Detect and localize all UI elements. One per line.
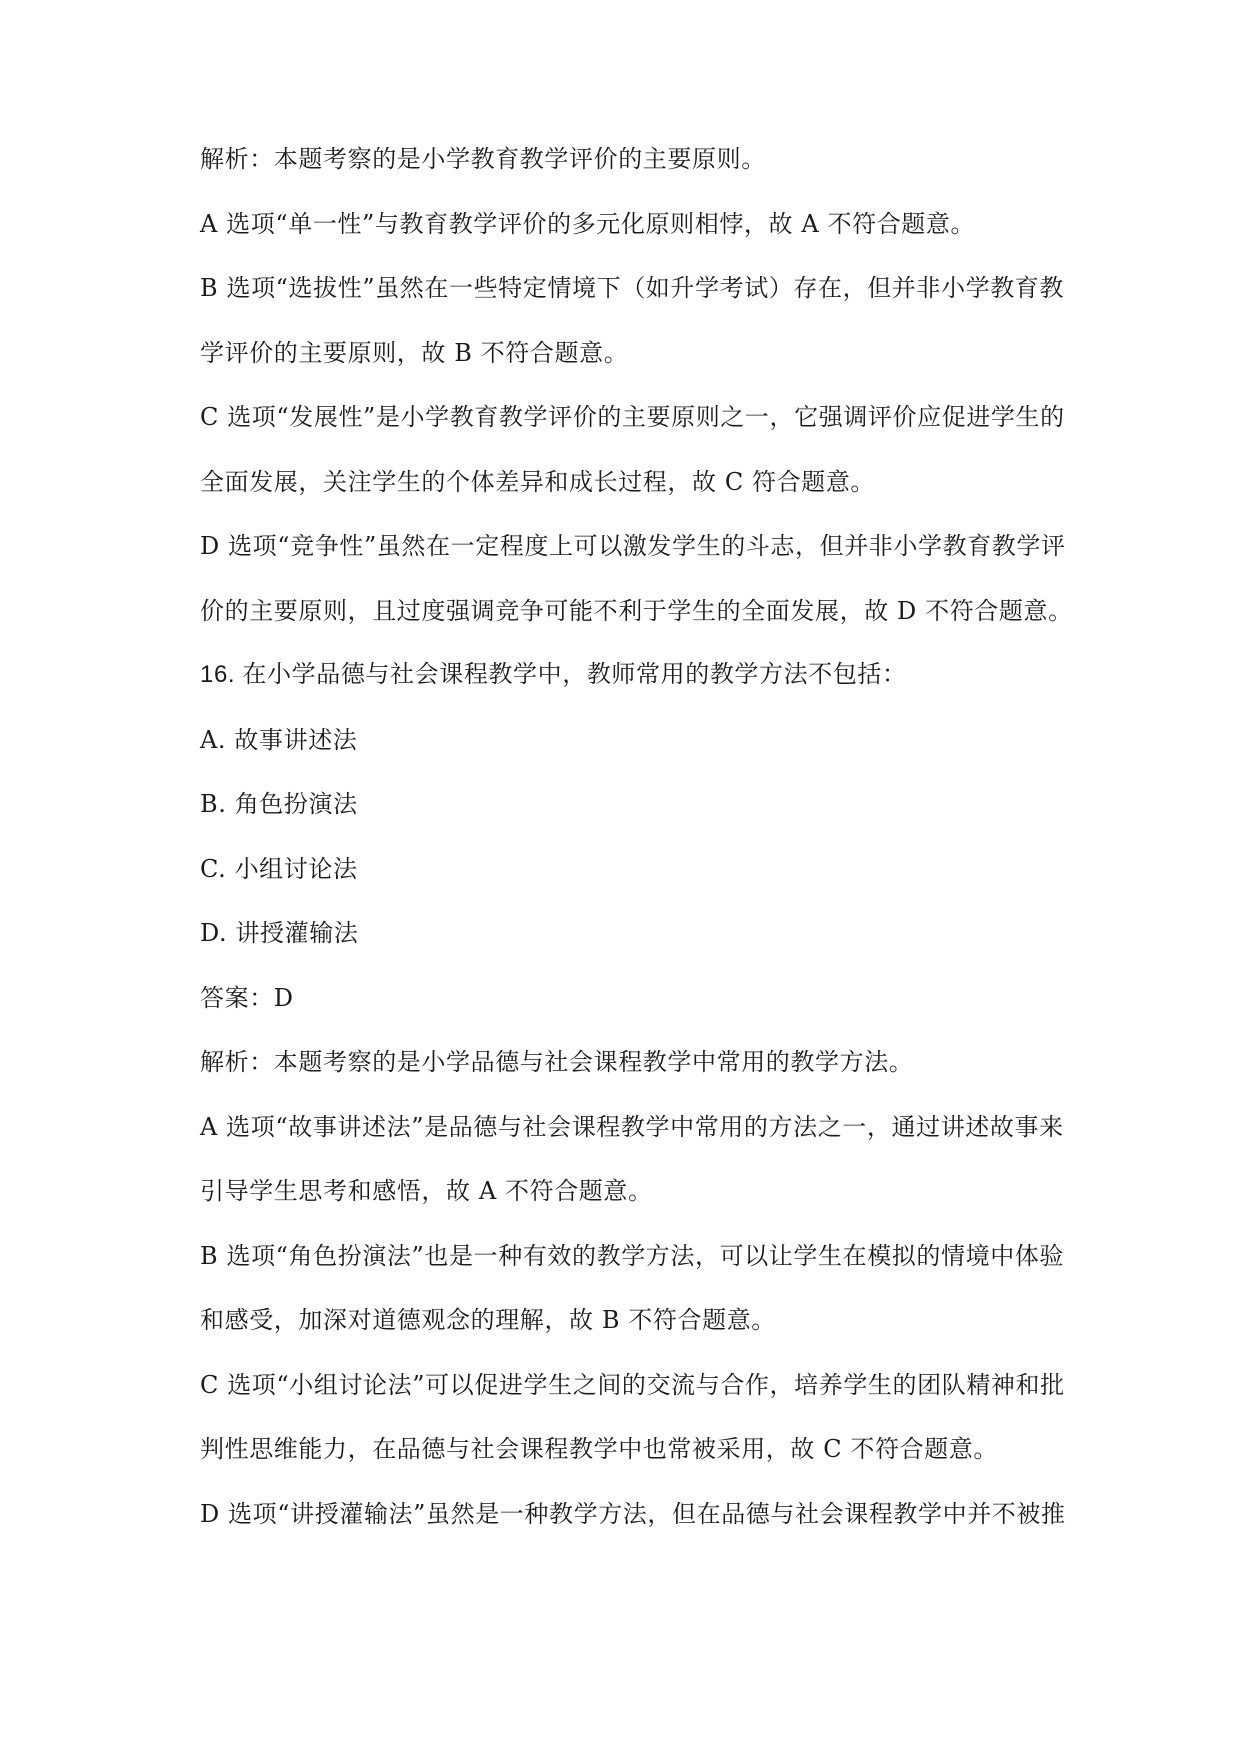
question-16-option-d: D. 讲授灌输法 <box>200 919 359 947</box>
analysis-option-a-q15: A 选项“单一性”与教育教学评价的多元化原则相悖，故 A 不符合题意。 <box>200 209 976 238</box>
analysis-option-c-q16-part2: 判性思维能力，在品德与社会课程教学中也常被采用，故 C 不符合题意。 <box>200 1435 999 1463</box>
analysis-option-a-q16-part1: A 选项“故事讲述法”是品德与社会课程教学中常用的方法之一，通过讲述故事来 <box>200 1112 1064 1141</box>
analysis-heading-q15: 解析：本题考察的是小学教育教学评价的主要原则。 <box>200 145 766 173</box>
analysis-option-b-q15-part1: B 选项“选拔性”虽然在一些特定情境下（如升学考试）存在，但并非小学教育教 <box>200 274 1065 302</box>
question-16-option-b: B. 角色扮演法 <box>200 790 358 818</box>
analysis-option-c-q15-part2: 全面发展，关注学生的个体差异和成长过程，故 C 符合题意。 <box>200 467 876 496</box>
analysis-option-d-q16-part1: D 选项“讲授灌输法”虽然是一种教学方法，但在品德与社会课程教学中并不被推 <box>200 1499 1066 1528</box>
analysis-option-b-q15-part2: 学评价的主要原则，故 B 不符合题意。 <box>200 338 629 367</box>
document-body <box>200 143 1090 1562</box>
question-16-option-a: A. 故事讲述法 <box>200 725 358 754</box>
question-16-answer: 答案：D <box>200 983 294 1012</box>
analysis-option-c-q16-part1: C 选项“小组讨论法”可以促进学生之间的交流与合作，培养学生的团队精神和批 <box>200 1370 1065 1399</box>
analysis-option-b-q16-part2: 和感受，加深对道德观念的理解，故 B 不符合题意。 <box>200 1306 776 1334</box>
analysis-heading-q16: 解析：本题考察的是小学品德与社会课程教学中常用的教学方法。 <box>200 1048 914 1076</box>
question-16-option-c: C. 小组讨论法 <box>200 854 358 883</box>
analysis-option-d-q15-part2: 价的主要原则，且过度强调竞争可能不利于学生的全面发展，故 D 不符合题意。 <box>200 596 1073 625</box>
analysis-option-c-q15-part1: C 选项“发展性”是小学教育教学评价的主要原则之一，它强调评价应促进学生的 <box>200 403 1065 431</box>
analysis-option-b-q16-part1: B 选项“角色扮演法”也是一种有效的教学方法，可以让学生在模拟的情境中体验 <box>200 1241 1065 1270</box>
question-16-stem: 16. 在小学品德与社会课程教学中，教师常用的教学方法不包括： <box>200 661 907 688</box>
analysis-option-d-q15-part1: D 选项“竞争性”虽然在一定程度上可以激发学生的斗志，但并非小学教育教学评 <box>200 532 1066 560</box>
analysis-option-a-q16-part2: 引导学生思考和感悟，故 A 不符合题意。 <box>200 1177 653 1205</box>
